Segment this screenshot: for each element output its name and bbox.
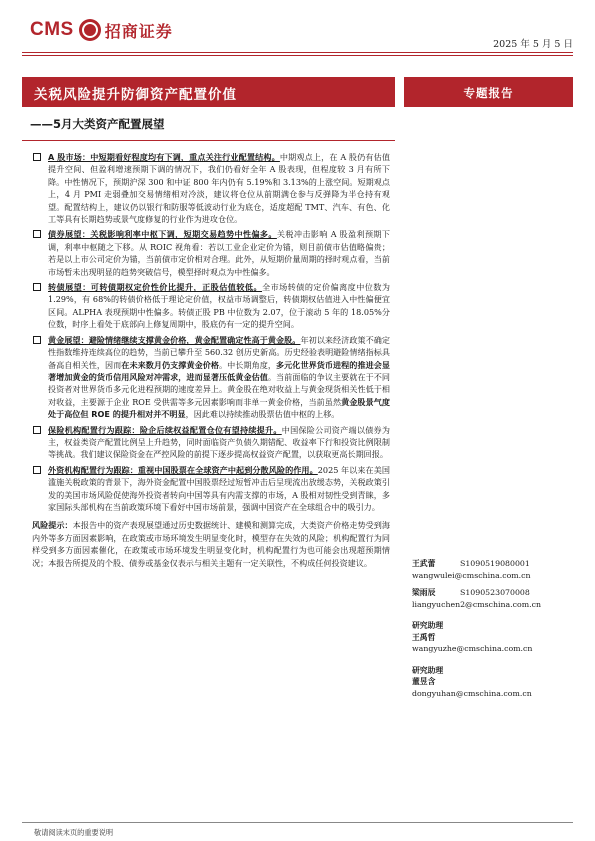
report-subtitle: ——5月大类资产配置展望 [30, 117, 165, 131]
section-text-bold: 黄金股景气度处于高位但 ROE 的提升相对并不明显 [48, 396, 390, 420]
section-text: 中国保险公司资产端以债券为主，权益类资产配置比例呈上升趋势，同时面临资产负债久期错配、收益率下行和投资比例限制等挑战。我们建议保险资金在严控风险的前提下逐步提高权益资产配置，以获取更高长期回报。 [48, 424, 390, 460]
header-divider-thin [22, 55, 573, 56]
section-gold [32, 334, 390, 421]
section-text: 年初以来经济政策不确定性指数维持连续高位的趋势，当前已攀升至 560.32 创历史新高。历史经验表明避险情绪指标具备高自相关性，因而 [48, 334, 390, 370]
section-heading: 外资机构配置行为跟踪：重视中国股票在全球资产中起到分散风险的作用。 [48, 464, 318, 475]
analyst-role: 研究助理 [412, 621, 444, 630]
logo-chinese-name: 招商证券 [104, 21, 173, 41]
analyst-list [412, 558, 572, 705]
report-body [32, 151, 390, 569]
analyst-email[interactable]: liangyuchen2@cmschina.com.cn [412, 599, 541, 609]
risk-label: 风险提示： [32, 520, 73, 531]
footer-note: 敬请阅读末页的重要说明 [34, 828, 114, 837]
section-insurance [32, 424, 390, 461]
section-heading: A 股市场：中短期看好程度均有下调，重点关注行业配置结构。 [48, 152, 280, 162]
section-heading: 转债展望：可转债期权定价性价比提升，正股估值较低。 [48, 282, 263, 293]
analyst-role: 研究助理 [412, 665, 444, 675]
section-foreign-capital [32, 464, 390, 514]
analyst-entry [412, 587, 572, 610]
analyst-name: 王禹哲 [412, 632, 436, 642]
section-text: 全市场转债的定价偏离度中位数为 1.29%，有 68%的转债价格低于理论定价值，权益市场调整后，转债期权估值进入中性偏便宜区间。ALPHA 表现预期中性偏多。转债正股 PB 中位数为 2.07，位于滚动 5 年的 18.05%分位数，时序上看处于底部向上修复周期中，股底仍有一定的提升空间。 [48, 282, 390, 330]
company-logo [30, 17, 173, 43]
section-convertible [32, 281, 390, 331]
analyst-email[interactable]: wangwulei@cmschina.com.cn [412, 570, 531, 580]
section-heading: 黄金展望：避险情绪继续支撑黄金价格，黄金配置确定性高于黄金股。 [48, 334, 301, 345]
footer-divider [22, 822, 573, 823]
section-text-bold: 多元化世界货币进程的推进会显著增加黄金的货币信用风险对冲需求，进而显著压低黄金估值 [48, 359, 390, 382]
risk-text: 本报告中的资产表现展望通过历史数据统计、建模和测算完成，大类资产价格走势受到海内外等多方面因素影响，在政策或市场环境发生明显变化时，模型存在失效的风险；机构配置行为同样受到多方面因素催化，在政策或市场环境发生明显变化时，机构配置行为也可能会出现超预期情况；本报告所提及的个股、债券或基金仅表示与相关主题有一定关联性，不构成任何投资建议。 [32, 520, 390, 568]
risk-warning [32, 519, 390, 569]
section-text: 中期观点上，在 A 股仍有估值提升空间、但盈利增速预期下调的情况下，我们仍看好全年 A 股表现，但程度较 3 月有所下降。中性情况下，预期沪深 300 和中证 800 年内仍有 5.19%和 3.13%的上涨空间。短期观点上，4 月 PMI 走弱叠加交易情绪相对冷淡，建议将仓位从前期满仓参与反弹降为半仓持有观望。配置结构上，建议仍以银行和防服等低波动行业为底仓，适度超配 TMT、汽车、有色、化工等具有长期趋势或景气度修复的行业作为进攻仓位。 [48, 152, 390, 225]
section-text: 。当前面临的争议主要就在于不同投资者对世界货币多元化进程预期的速度差异上。黄金股在绝对收益上与黄金现货相关性低于相对收益，主要源于企业 ROE 受供需等多元因素影响而非单一黄金价格，当前虽然 [48, 371, 390, 407]
section-text: 关税冲击影响 A 股盈利预期下调，利率中枢随之下移。从 ROIC 视角看：若以工业企业定价为锚，则目前债市估值略偏贵；若是以上市公司定价为锚，当前债市定价相对合理。此外，从短期价量周期的择时观点看，当前市场暂未出现明显的趋势突破信号，模型择时观点为中性偏多。 [48, 229, 390, 277]
analyst-name: 梁雨辰 [412, 588, 436, 597]
analyst-entry [412, 620, 572, 655]
section-a-share [32, 151, 390, 225]
section-heading: 债券展望：关税影响利率中枢下调，短期交易趋势中性偏多。 [48, 229, 277, 240]
section-text-bold: 在未来数月仍支撑黄金价格 [121, 359, 220, 370]
analyst-entry [412, 558, 572, 581]
analyst-name: 王武蕾 [412, 559, 436, 568]
analyst-name: 董昱含 [412, 677, 436, 686]
analyst-email[interactable]: wangyuzhe@cmschina.com.cn [412, 644, 533, 653]
report-title: 关税风险提升防御资产配置价值 [22, 77, 395, 107]
analyst-entry [412, 665, 572, 700]
logo-text: CMS [30, 19, 74, 40]
report-date: 2025 年 5 月 5 日 [493, 39, 573, 50]
logo-emblem-icon [79, 19, 101, 41]
analyst-email[interactable]: dongyuhan@cmschina.com.cn [412, 688, 532, 698]
section-text: ，因此难以持续推动股票估值中枢的上移。 [185, 409, 340, 420]
analyst-license-id: S1090519080001 [460, 559, 530, 568]
section-heading: 保险机构配置行为跟踪：险企后续权益配置仓位有望持续提升。 [48, 424, 282, 435]
subtitle-divider [22, 140, 395, 141]
report-type-badge: 专题报告 [404, 77, 573, 107]
section-bond [32, 228, 390, 278]
header-divider [22, 52, 573, 53]
section-text: 2025 年以来在美国滥施关税政策的背景下，海外资金配置中国股票经过短暂冲击后呈现流出放缓态势，关税政策引发的美国市场风险促使海外投资者转向中国等具有内需支撑的市场，A 股相对韧性受到青睐，多家国际头部机构在当前政策环境下看好中国市场前景，强调中国资产在全球组合中的吸引力。 [48, 464, 391, 512]
analyst-license-id: S1090523070008 [460, 588, 530, 597]
section-text: 。中长期角度， [219, 359, 277, 370]
